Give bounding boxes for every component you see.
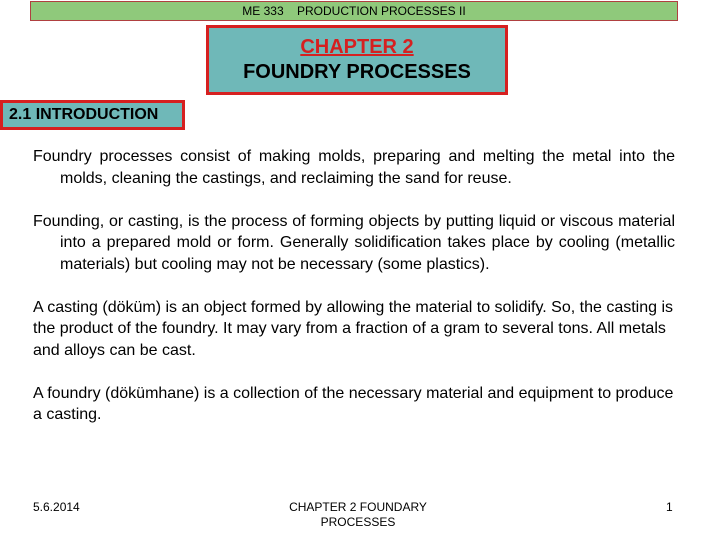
page-number: 1 — [666, 500, 673, 514]
section-heading: 2.1 INTRODUCTION — [0, 100, 185, 130]
footer-title — [258, 500, 458, 530]
paragraph-foundry: A foundry (dökümhane) is a collection of the necessary material and equipment to produce a casting. — [33, 384, 674, 423]
paragraph-foundry-processes: Foundry processes consist of making molds, preparing and melting the metal into the molds, cleaning the castings, and reclaiming the sand for reuse. — [33, 148, 675, 187]
footer-title-line2: PROCESSES — [320, 515, 396, 529]
course-title: PRODUCTION PROCESSES II — [297, 4, 466, 18]
slide-body — [33, 146, 675, 447]
paragraph-founding: Founding, or casting, is the process of forming objects by putting liquid or viscous material into a prepared mold or form. Generally solidification takes place by cooling (metallic materials) but cooling may not be necessary (some plastics). — [33, 212, 675, 273]
paragraph-casting: A casting (döküm) is an object formed by allowing the material to solidify. So, the casting is the product of the foundry. It may vary from a fraction of a gram to several tons. All metals and alloys can be cast. — [33, 298, 674, 359]
header-bar — [30, 1, 678, 21]
chapter-title: FOUNDRY PROCESSES — [243, 61, 471, 83]
course-code: ME 333 — [242, 4, 284, 18]
chapter-title-box — [206, 25, 508, 95]
chapter-number: CHAPTER 2 — [300, 36, 414, 58]
footer-title-line1: CHAPTER 2 FOUNDARY — [289, 500, 427, 514]
footer-date: 5.6.2014 — [33, 500, 80, 514]
